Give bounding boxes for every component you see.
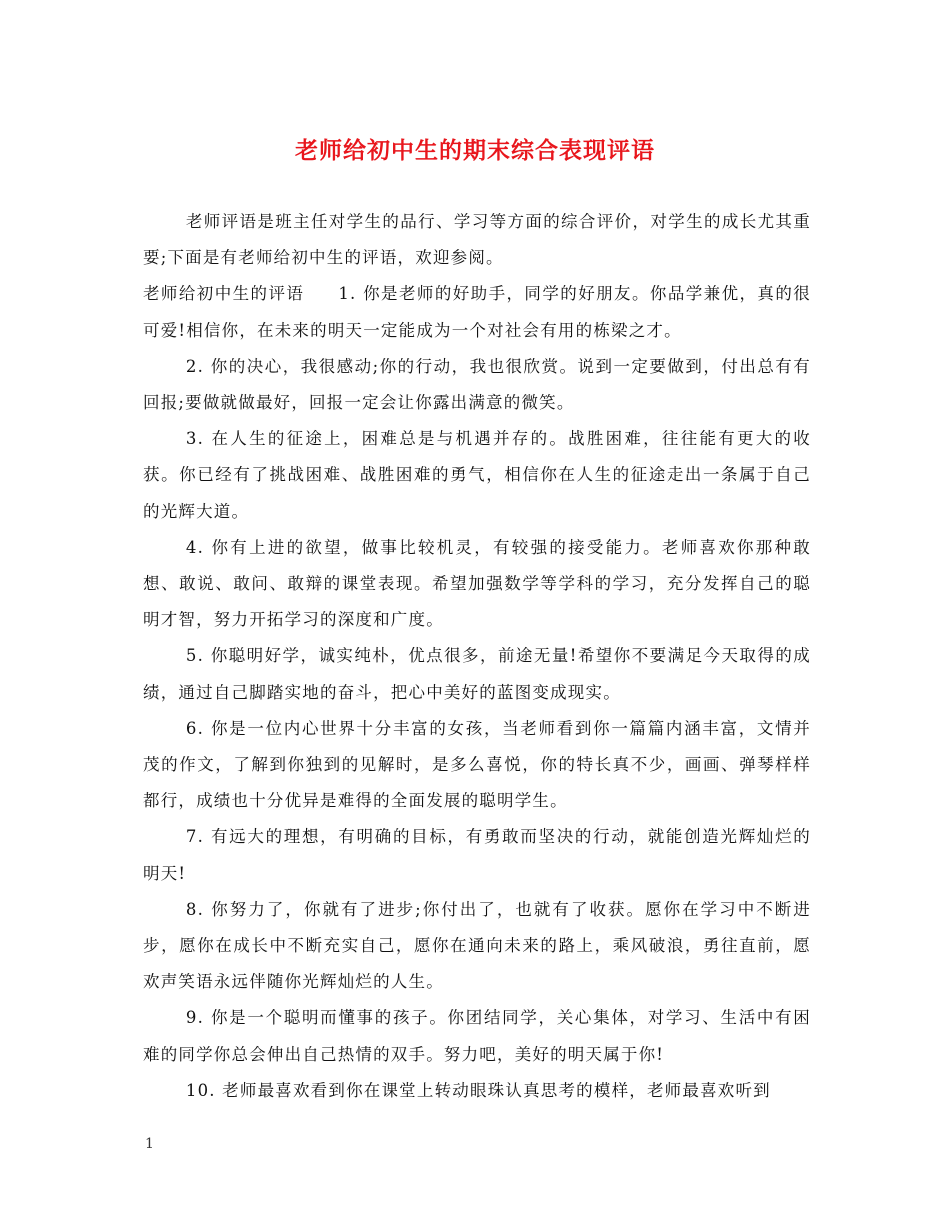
comment-item-10: 10. 老师最喜欢看到你在课堂上转动眼珠认真思考的模样，老师最喜欢听到 (185, 1080, 771, 1100)
comment-item-8: 8. 你努力了，你就有了进步;你付出了，也就有了收获。愿你在学习中不断进步，愿你在成长中不断充实自己，愿你在通向未来的路上，乘风破浪，勇往直前，愿欢声笑语永远伴随你光辉灿烂的人生。 (143, 899, 811, 992)
document-body (143, 204, 811, 1109)
intro-paragraph: 老师评语是班主任对学生的品行、学习等方面的综合评价，对学生的成长尤其重要;下面是有老师给初中生的评语，欢迎参阅。 (143, 212, 811, 268)
page-number: 1 (145, 1136, 154, 1152)
comment-item-1: 1. 你是老师的好助手，同学的好朋友。你品学兼优，真的很可爱!相信你，在未来的明天一定能成为一个对社会有用的栋梁之才。 (143, 284, 811, 340)
document-title: 老师给初中生的期末综合表现评语 (295, 137, 655, 164)
first-item-paragraph (143, 276, 811, 348)
comment-item-2: 2. 你的决心，我很感动;你的行动，我也很欣赏。说到一定要做到，付出总有有回报;要做就做最好，回报一定会让你露出满意的微笑。 (143, 356, 811, 413)
comment-item-4: 4. 你有上进的欲望，做事比较机灵，有较强的接受能力。老师喜欢你那种敢想、敢说、敢问、敢辩的课堂表现。希望加强数学等学科的学习，充分发挥自己的聪明才智，努力开拓学习的深度和广度。 (143, 537, 811, 630)
comment-item-5: 5. 你聪明好学，诚实纯朴，优点很多，前途无量!希望你不要满足今天取得的成绩，通过自己脚踏实地的奋斗，把心中美好的蓝图变成现实。 (143, 646, 811, 702)
comment-item-7: 7. 有远大的理想，有明确的目标，有勇敢而坚决的行动，就能创造光辉灿烂的明天! (143, 827, 811, 883)
section-label: 老师给初中生的评语 (143, 284, 305, 304)
comment-item-6: 6. 你是一位内心世界十分丰富的女孩，当老师看到你一篇篇内涵丰富，文情并茂的作文，了解到你独到的见解时，是多么喜悦，你的特长真不少，画画、弹琴样样都行，成绩也十分优异是难得的全面发展的聪明学生。 (143, 718, 811, 811)
comment-item-9: 9. 你是一个聪明而懂事的孩子。你团结同学，关心集体，对学习、生活中有困难的同学你总会伸出自己热情的双手。努力吧，美好的明天属于你! (143, 1008, 811, 1064)
comment-item-3: 3. 在人生的征途上，困难总是与机遇并存的。战胜困难，往往能有更大的收获。你已经有了挑战困难、战胜困难的勇气，相信你在人生的征途走出一条属于自己的光辉大道。 (143, 429, 811, 521)
